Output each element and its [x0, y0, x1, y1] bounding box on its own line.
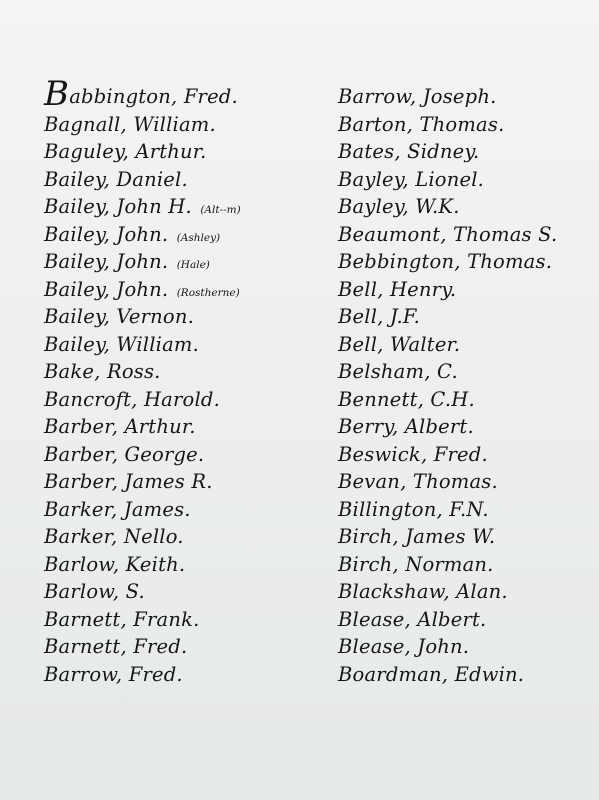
name-entry [338, 551, 588, 579]
name-entry [44, 496, 324, 524]
name-entry [44, 606, 324, 634]
name-entry [44, 633, 324, 661]
place-note: (Alt--m) [200, 204, 241, 216]
given-name: George. [124, 442, 205, 466]
given-name: William. [116, 332, 199, 356]
given-name: Fred. [128, 662, 183, 686]
name-entry [44, 248, 324, 276]
name-separator: , [103, 195, 117, 218]
surname: Barrow [338, 85, 410, 108]
given-name: J.F. [389, 305, 420, 328]
surname: Bell [338, 305, 378, 328]
surname: Barton [338, 112, 407, 136]
given-name: Arthur. [135, 140, 207, 163]
name-separator: , [111, 470, 125, 493]
surname: Barnett [44, 635, 121, 658]
surname: Babbington [44, 74, 171, 114]
name-separator: , [392, 552, 406, 576]
given-name: Vernon. [116, 305, 195, 328]
given-name: Arthur. [124, 415, 196, 438]
name-entry [44, 193, 324, 221]
name-separator: , [377, 305, 390, 328]
name-entry [44, 578, 324, 606]
name-entry [338, 166, 588, 194]
name-entry [338, 276, 588, 304]
name-entry [44, 303, 324, 331]
given-name: James W. [405, 525, 496, 548]
name-separator: , [115, 662, 129, 686]
name-separator: , [103, 277, 117, 301]
given-name: Thomas. [419, 112, 505, 136]
names-column-right [338, 83, 588, 688]
surname: Birch [338, 552, 393, 576]
name-entry [338, 496, 588, 524]
name-separator: , [440, 222, 454, 246]
name-separator: , [111, 442, 125, 466]
surname: Bevan [338, 470, 401, 493]
name-separator: , [171, 85, 184, 108]
name-entry [338, 441, 588, 469]
name-entry [338, 193, 588, 221]
drop-cap-letter: B [44, 74, 70, 114]
name-separator: , [122, 140, 136, 163]
name-separator: , [131, 387, 144, 411]
name-entry [44, 468, 324, 496]
name-entry [44, 386, 324, 414]
surname: Bennett [338, 387, 418, 411]
name-separator: , [394, 140, 408, 163]
name-entry [44, 413, 324, 441]
name-separator: , [391, 415, 405, 438]
given-name: James. [123, 497, 191, 521]
surname: Barber [44, 470, 112, 493]
surname: Bailey [44, 222, 104, 246]
surname: Bailey [44, 195, 104, 218]
place-note: (Rostherne) [176, 286, 240, 299]
given-name: Joseph. [422, 85, 497, 108]
name-entry [44, 661, 324, 689]
given-name: F.N. [449, 497, 489, 521]
surname: Barker [44, 525, 112, 548]
given-name: Edwin. [454, 662, 525, 686]
given-name: John. [116, 277, 169, 301]
surname: Blease [338, 635, 405, 658]
name-entry [338, 523, 588, 551]
name-entry [44, 331, 324, 359]
name-entry [44, 138, 324, 166]
surname: Beaumont [338, 222, 441, 246]
given-name: James R. [124, 470, 213, 493]
name-separator: , [436, 497, 450, 521]
surname: Bayley [338, 195, 403, 218]
surname: Bake [44, 360, 95, 383]
surname: Barnett [44, 607, 121, 631]
surname: Barber [44, 442, 112, 466]
name-separator: , [103, 332, 117, 356]
surname: Bailey [44, 250, 104, 273]
given-name: Alan. [456, 580, 508, 603]
name-entry [338, 331, 588, 359]
name-entry [338, 386, 588, 414]
surname: Belsham [338, 360, 425, 383]
surname: Blease [338, 607, 405, 631]
given-name: John. [116, 250, 169, 273]
name-separator: , [112, 552, 126, 576]
given-name: Fred. [183, 85, 238, 108]
given-name: Frank. [133, 607, 200, 631]
name-separator: , [377, 277, 390, 301]
surname: Barber [44, 415, 112, 438]
name-entry [338, 221, 588, 249]
given-name: C. [437, 360, 458, 383]
name-separator: , [402, 195, 416, 218]
given-name: John. [116, 222, 169, 246]
name-entry [338, 661, 588, 689]
name-separator: , [94, 360, 107, 383]
place-note: (Ashley) [176, 231, 221, 244]
name-separator: , [441, 662, 455, 686]
surname: Bailey [44, 305, 104, 328]
name-separator: , [103, 305, 117, 328]
name-entry [44, 74, 324, 114]
surname: Barrow [44, 662, 116, 686]
name-entry [44, 441, 324, 469]
name-entry [338, 413, 588, 441]
name-separator: , [392, 525, 406, 548]
name-entry [338, 578, 588, 606]
name-separator: , [400, 470, 413, 493]
given-name: Henry. [389, 277, 457, 301]
name-entry [338, 303, 588, 331]
name-separator: , [111, 525, 124, 548]
given-name: Walter. [389, 332, 461, 356]
name-separator: , [443, 580, 457, 603]
name-entry [44, 111, 324, 139]
name-separator: , [409, 85, 423, 108]
given-name: Keith. [125, 552, 186, 576]
surname: Billington [338, 497, 437, 521]
name-entry [44, 551, 324, 579]
given-name: John. [417, 635, 470, 658]
names-column-left [44, 74, 324, 688]
surname: Baguley [44, 140, 123, 163]
name-entry [44, 358, 324, 386]
given-name: John H. [116, 195, 192, 218]
surname: Bancroft [44, 387, 132, 411]
surname: Birch [338, 525, 393, 548]
name-separator: , [417, 387, 431, 411]
name-separator: , [111, 497, 124, 521]
surname: Bailey [44, 332, 104, 356]
name-entry [338, 138, 588, 166]
surname: Bagnall [44, 112, 121, 136]
name-separator: , [377, 332, 390, 356]
name-entry [44, 166, 324, 194]
name-separator: , [103, 222, 117, 246]
given-name: Albert. [417, 607, 487, 631]
surname: Bell [338, 277, 378, 301]
given-name: William. [133, 112, 216, 136]
name-separator: , [420, 442, 434, 466]
name-separator: , [120, 635, 134, 658]
name-entry [44, 523, 324, 551]
name-entry [338, 111, 588, 139]
surname: Bailey [44, 167, 104, 191]
name-separator: , [454, 250, 468, 273]
name-entry [44, 276, 324, 304]
given-name: Fred. [133, 635, 188, 658]
name-entry [338, 468, 588, 496]
place-note: (Hale) [176, 259, 210, 271]
name-separator: , [112, 580, 126, 603]
name-separator: , [424, 360, 438, 383]
given-name: W.K. [415, 195, 460, 218]
name-entry [338, 606, 588, 634]
name-separator: , [406, 112, 420, 136]
name-separator: , [103, 250, 117, 273]
surname: Blackshaw [338, 580, 444, 603]
given-name: S. [125, 580, 145, 603]
surname: Beswick [338, 442, 421, 466]
name-entry [338, 248, 588, 276]
surname: Bell [338, 332, 378, 356]
name-entry [338, 358, 588, 386]
surname: Bebbington [338, 250, 455, 273]
surname: Bailey [44, 277, 104, 301]
name-separator: , [404, 607, 418, 631]
given-name: Daniel. [116, 167, 188, 191]
name-separator: , [404, 635, 418, 658]
surname: Barlow [44, 552, 113, 576]
given-name: Albert. [404, 415, 474, 438]
name-entry [338, 83, 588, 111]
name-entry [338, 633, 588, 661]
surname: Boardman [338, 662, 442, 686]
given-name: Nello. [123, 525, 184, 548]
name-separator: , [120, 607, 134, 631]
surname: Barker [44, 497, 112, 521]
given-name: Fred. [433, 442, 488, 466]
given-name: Lionel. [415, 167, 485, 191]
given-name: C.H. [430, 387, 475, 411]
surname: Barlow [44, 580, 113, 603]
name-separator: , [111, 415, 125, 438]
name-separator: , [103, 167, 117, 191]
given-name: Ross. [106, 360, 161, 383]
surname: Bates [338, 140, 395, 163]
given-name: Norman. [405, 552, 494, 576]
given-name: Harold. [143, 387, 220, 411]
given-name: Thomas. [467, 250, 553, 273]
given-name: Thomas S. [453, 222, 558, 246]
name-separator: , [402, 167, 416, 191]
given-name: Thomas. [412, 470, 498, 493]
name-separator: , [120, 112, 134, 136]
surname: Bayley [338, 167, 403, 191]
surname: Berry [338, 415, 392, 438]
given-name: Sidney. [407, 140, 480, 163]
name-entry [44, 221, 324, 249]
